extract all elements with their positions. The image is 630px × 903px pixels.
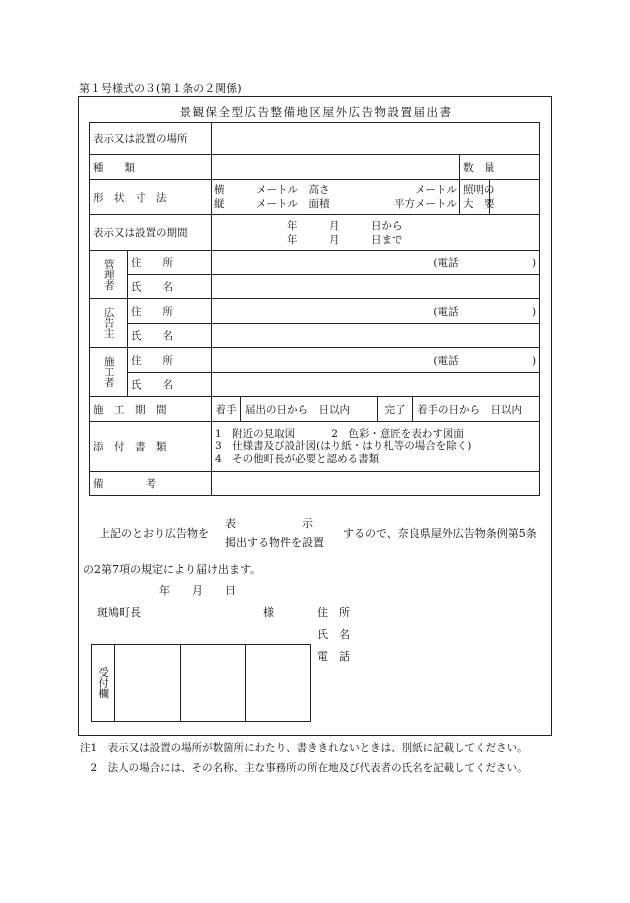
receipt-label: 受付欄 — [92, 645, 115, 722]
contractor-address-label: 住 所 — [128, 348, 212, 373]
lighting-value[interactable] — [490, 180, 540, 215]
construction-period-label: 施 工 期 間 — [90, 397, 212, 422]
manager-address-value[interactable] — [212, 251, 540, 275]
lighting-label: 照明の 大 要 — [460, 180, 490, 215]
applicant-phone-label: 電 話 — [317, 650, 350, 663]
form-frame — [78, 96, 552, 736]
attachment-1: 1 附近の見取図 — [215, 427, 296, 440]
manager-name-value[interactable] — [212, 275, 540, 299]
statement-option-bottom: 掲出する物件を設置 — [225, 536, 324, 549]
receipt-cell-3[interactable] — [246, 645, 311, 722]
period-label: 表示又は設置の期間 — [90, 215, 212, 251]
shape-label: 形 状 寸 法 — [90, 180, 212, 215]
location-value[interactable] — [212, 123, 540, 155]
remarks-value[interactable] — [212, 472, 540, 496]
remarks-label: 備 考 — [90, 472, 212, 496]
attachment-4: 4 その他町長が必要と認める書類 — [215, 452, 380, 465]
manager-address-label: 住 所 — [128, 251, 212, 275]
applicant-address-label: 住 所 — [317, 606, 350, 619]
receipt-cell-2[interactable] — [181, 645, 246, 722]
contractor-address-value[interactable] — [212, 348, 540, 373]
shape-height: 縦 — [214, 198, 225, 210]
attachments-value — [212, 422, 540, 472]
type-label: 種 類 — [90, 155, 212, 180]
advertiser-name-label: 氏 名 — [128, 324, 212, 348]
shape-takasa: 高さ — [308, 184, 330, 196]
receipt-box — [91, 644, 311, 722]
advertiser-phone: (電話 ) — [433, 305, 537, 318]
manager-phone: (電話 ) — [433, 257, 537, 269]
form-title: 景観保全型広告整備地区屋外広告物設置届出書 — [179, 105, 453, 119]
period-value[interactable] — [212, 215, 540, 251]
addressee: 斑鳩町長 — [97, 606, 141, 619]
statement-lead: 上記のとおり広告物を — [99, 527, 209, 540]
statement-line2: の2第7項の規定により届け出ます。 — [83, 563, 262, 576]
complete-label: 完了 — [378, 397, 413, 421]
statement-tail: するので、奈良県屋外広告物条例第5条 — [343, 527, 537, 540]
manager-label: 管理者 — [90, 251, 128, 299]
attachment-2: 2 色彩・意匠を表わす図面 — [331, 427, 464, 440]
shape-menseki: 面積 — [308, 198, 330, 210]
construction-period-value[interactable] — [212, 397, 540, 422]
shape-value[interactable] — [212, 180, 460, 215]
contractor-phone: (電話 ) — [433, 354, 537, 367]
advertiser-name-value[interactable] — [212, 324, 540, 348]
shape-width: 横 — [214, 184, 225, 196]
date-line: 年 月 日 — [159, 584, 236, 597]
shape-width-unit: メートル — [256, 184, 298, 196]
shape-takasa-unit: メートル — [415, 184, 457, 196]
addressee-suffix: 様 — [263, 606, 274, 619]
shape-height-unit: メートル — [256, 198, 298, 210]
note-2: 2 法人の場合には、その名称、主な事務所の所在地及び代表者の氏名を記載してください。 — [80, 762, 528, 774]
note-1: 注1 表示又は設置の場所が数箇所にわたり、書ききれないときは、別紙に記載してください。 — [80, 742, 528, 754]
applicant-name-label: 氏 名 — [317, 628, 350, 641]
period-from: 年 月 日から — [287, 219, 403, 232]
contractor-name-value[interactable] — [212, 373, 540, 397]
period-to: 年 月 日まで — [287, 233, 403, 246]
type-value[interactable] — [212, 155, 460, 180]
form-table — [89, 122, 540, 496]
statement-option-top: 表 示 — [225, 517, 313, 530]
attachments-label: 添 付 書 類 — [90, 422, 212, 472]
form-number: 第１号様式の３(第１条の２関係) — [79, 82, 242, 95]
contractor-label: 施工者 — [90, 348, 128, 397]
advertiser-label: 広告主 — [90, 299, 128, 348]
location-label: 表示又は設置の場所 — [90, 123, 212, 155]
manager-name-label: 氏 名 — [128, 275, 212, 299]
start-label: 着手 — [212, 397, 241, 421]
complete-text: 着手の日から 日以内 — [417, 403, 522, 416]
shape-area-unit: 平方メートル — [394, 198, 457, 210]
advertiser-address-value[interactable] — [212, 299, 540, 324]
contractor-name-label: 氏 名 — [128, 373, 212, 397]
attachment-3: 3 仕様書及び設計図(はり紙・はり札等の場合を除く) — [215, 440, 472, 453]
advertiser-address-label: 住 所 — [128, 299, 212, 324]
start-text: 届出の日から 日以内 — [241, 397, 378, 421]
receipt-cell-1[interactable] — [115, 645, 181, 722]
quantity-label: 数 量 — [460, 155, 540, 180]
